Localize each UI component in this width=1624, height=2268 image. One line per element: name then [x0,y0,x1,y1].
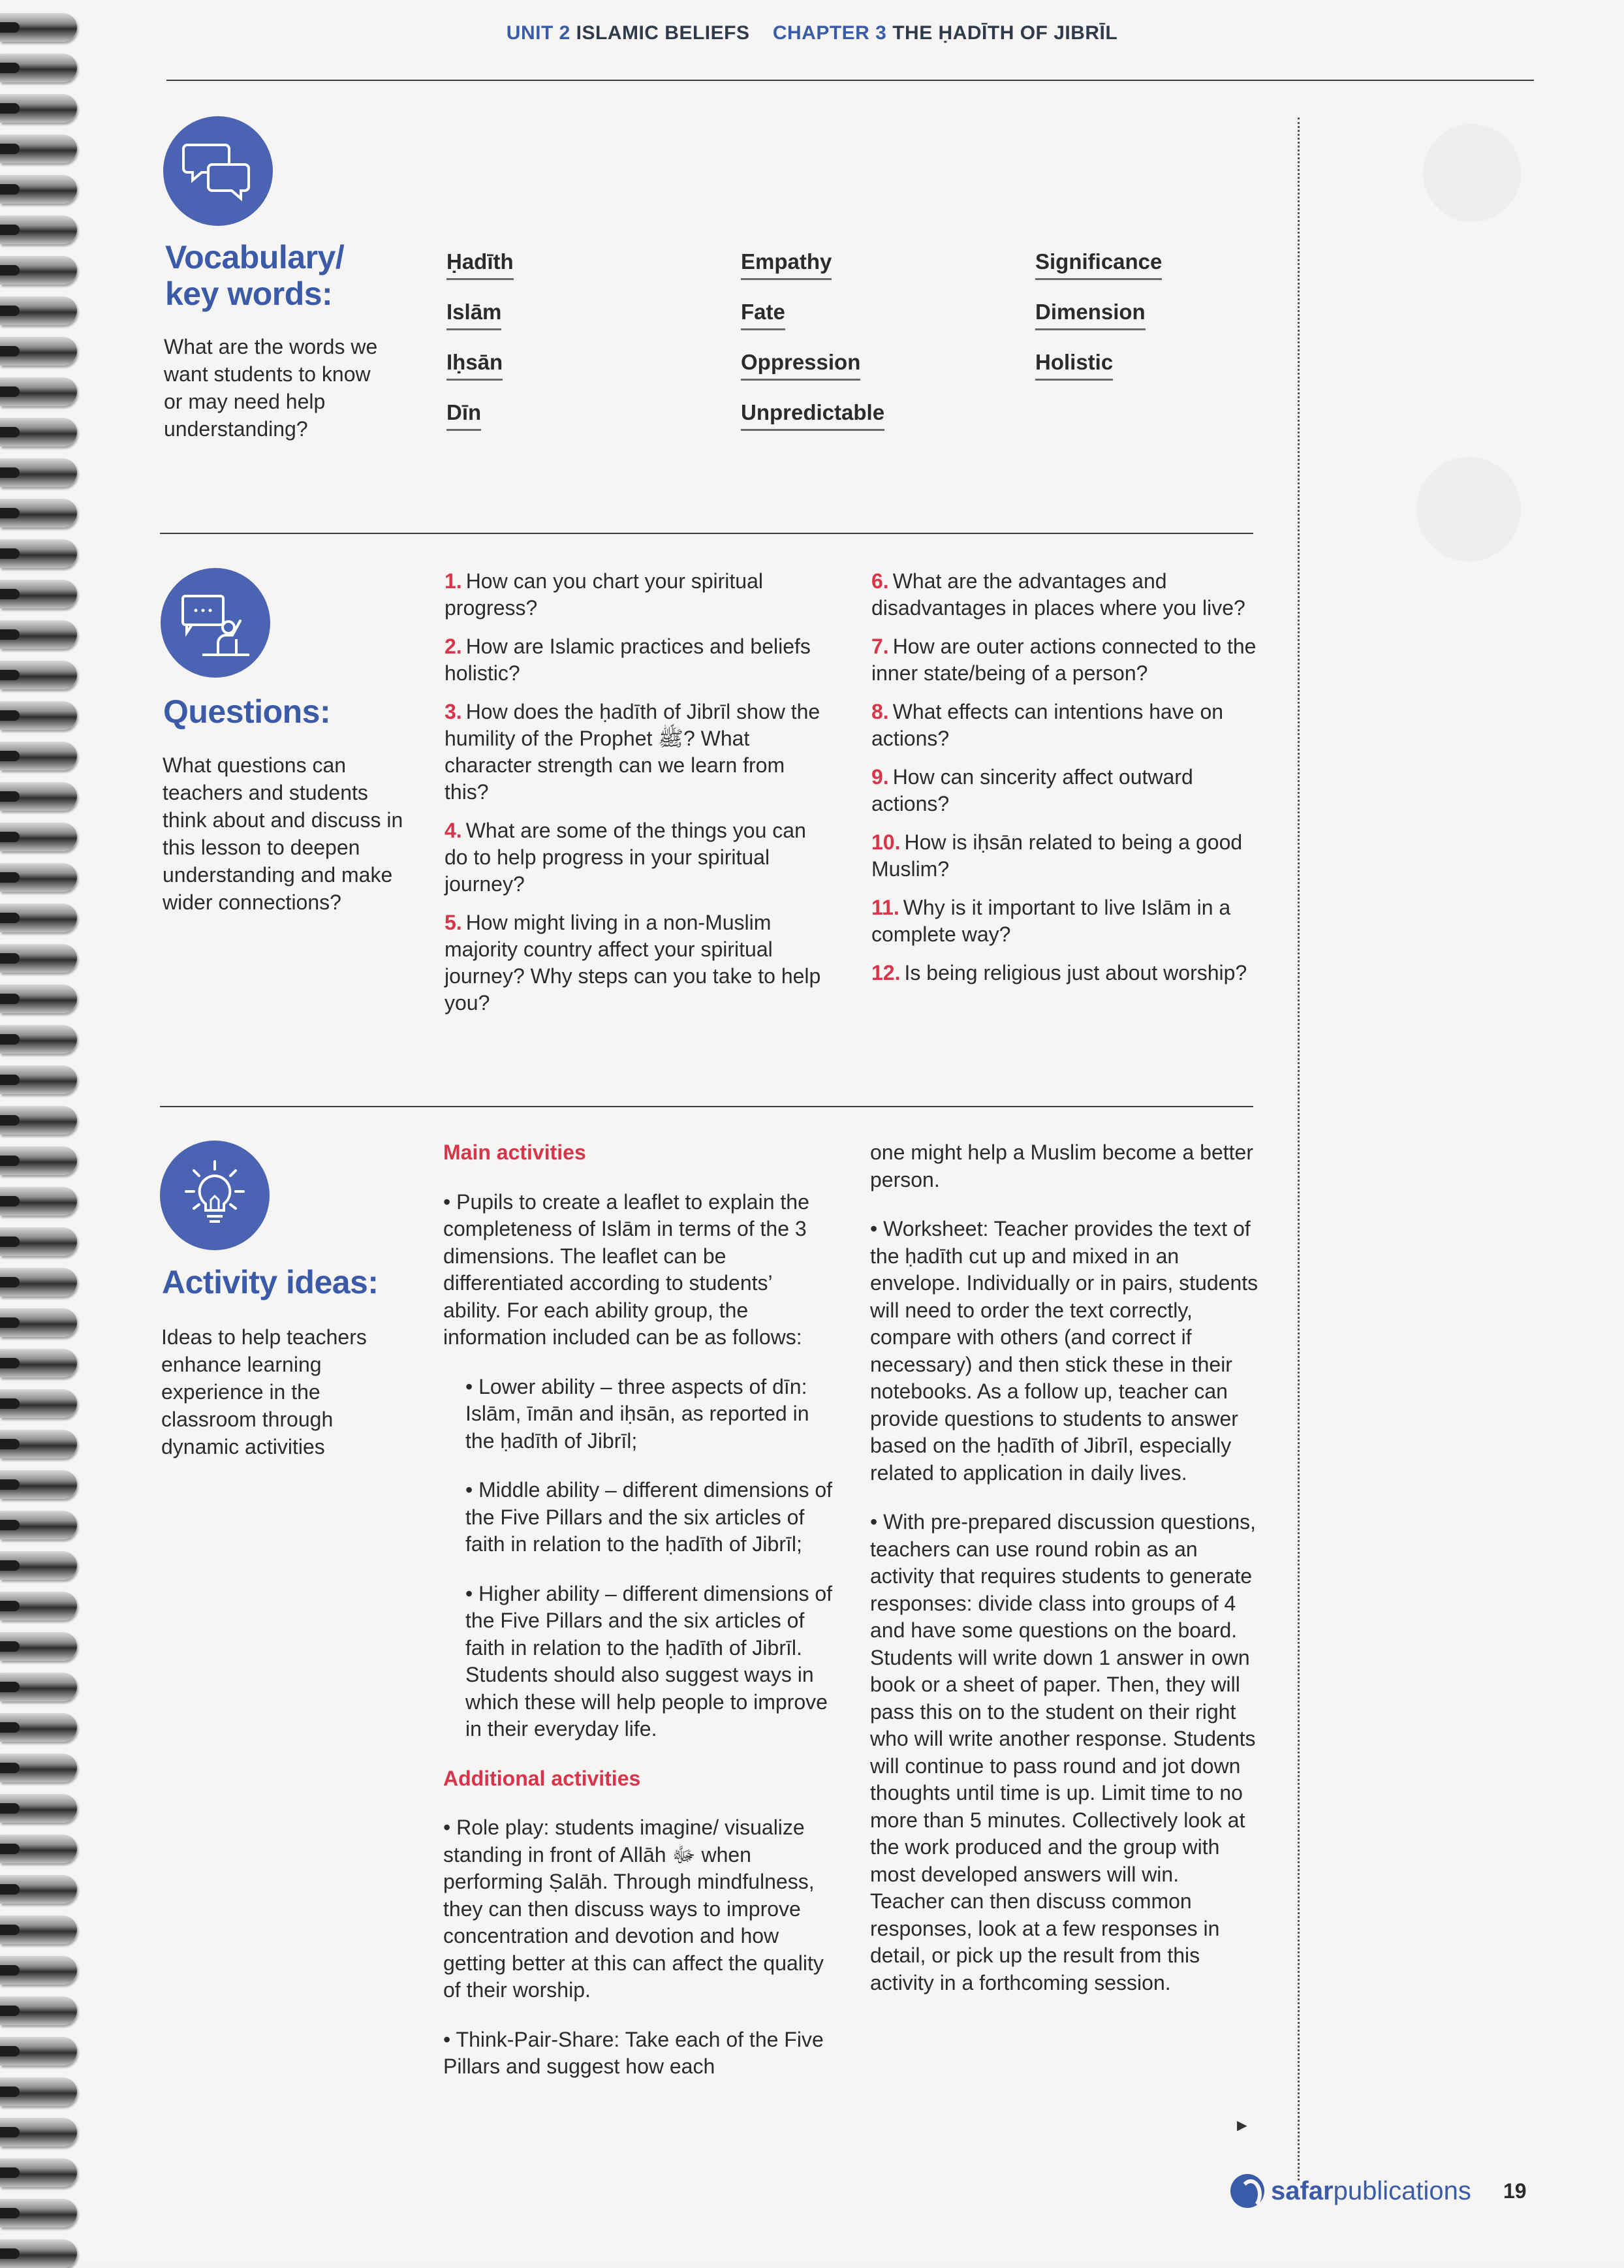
vocab-word: Ḥadīth [446,249,514,280]
spiral-coil [0,1713,77,1742]
vocab-word: Fate [741,300,785,330]
spiral-coil [0,1025,77,1054]
spiral-binding [0,0,78,2263]
spiral-coil [0,1389,77,1418]
spiral-coil [0,1673,77,1701]
spiral-coil [0,1754,77,1782]
question-item: 10. How is iḥsān related to being a good Muslim? [871,830,1243,881]
spiral-coil [0,984,77,1013]
ability-level-item: • Middle ability – different dimensions of the Five Pillars and the six articles of faith in relation to the ḥadīth of Jibrīl; [465,1478,833,1556]
show-through-mark [1423,124,1521,222]
header-divider [166,80,1534,81]
speech-bubbles-icon [182,138,254,204]
spiral-coil [0,1227,77,1256]
spiral-coil [0,904,77,932]
vocab-word: Unpredictable [741,400,884,431]
main-activity-leaflet: • Pupils to create a leaflet to explain the completeness of Islām in terms of the 3 dimensions. The leaflet can be differentiated according to students’ ability. For each ability group, the information included can be as follows: [443,1189,809,1349]
spiral-coil [0,499,77,528]
activities-icon-badge [160,1141,270,1250]
spiral-coil [0,944,77,973]
main-activities-heading: Main activities [443,1141,586,1164]
section-divider [160,1106,1253,1107]
activities-description: Ideas to help teachers enhance learning experience in the classroom through dynamic activities [161,1325,367,1458]
chapter-label: CHAPTER 3 [772,22,887,44]
chapter-title: THE ḤADĪTH OF JIBRĪL [892,22,1118,44]
spiral-coil [0,337,77,366]
spiral-coil [0,1794,77,1823]
question-item: 5. How might living in a non-Muslim majority country affect your spiritual journey? Why steps can you take to help you? [445,911,821,1015]
spiral-coil [0,863,77,892]
lightbulb-icon [176,1156,254,1235]
vocab-word: Dimension [1035,300,1146,330]
ability-level-item: • Lower ability – three aspects of dīn: Islām, īmān and iḥsān, as reported in the ḥadīth of Jibrīl; [465,1374,809,1453]
activity-round-robin: • With pre-prepared discussion questions, teachers can use round robin as an activity that requires students to generate responses: divide class into groups of 4 and have some questions on the board. Students will write down 1 answer in own book or a sheet of paper. Then, they will pass this on to the student on their right who will write another response. Students will continue to pass round and jot down thoughts until time is up. Limit time to no more than 5 minutes. Collectively look at the work produced and the group with most developed answers will win. Teacher can then discuss common responses, look at a few responses in detail, or pick up the result from this activity in a forthcoming session. [870,1510,1257,1994]
spiral-coil [0,54,77,82]
ability-level-item: • Higher ability – different dimensions of the Five Pillars and the six articles of faith in relation to the ḥadīth of Jibrīl. Students should also suggest ways in which these will help people to improve in their everyday life. [465,1581,833,1740]
section-divider [160,533,1253,534]
question-item: 11. Why is it important to live Islām in a complete way? [871,896,1231,946]
spiral-coil [0,742,77,770]
spiral-coil [0,661,77,689]
spiral-coil [0,1915,77,1944]
question-item: 8. What effects can intentions have on actions? [871,700,1224,750]
questions-icon-badge [161,568,270,678]
spiral-coil [0,1996,77,2025]
question-item: 3. How does the ḥadīth of Jibrīl show the humility of the Prophet ﷺ? What character strength can we learn from this? [445,700,820,804]
presenter-icon [176,587,255,659]
spiral-coil [0,1632,77,1661]
spiral-coil [0,256,77,285]
spiral-coil [0,1470,77,1499]
activities-column-left [443,1139,835,2103]
page-number: 19 [1503,2179,1527,2203]
spiral-coil [0,2118,77,2147]
question-item: 1. How can you chart your spiritual progress? [445,569,763,620]
spiral-coil [0,134,77,163]
activity-worksheet: • Worksheet: Teacher provides the text of the ḥadīth cut up and mixed in an envelope. Individually or in pairs, students will need to order the text correctly, compare with others (and correct if necessary) and then stick these in their notebooks. As a follow up, teacher can provide questions to students to answer based on the ḥadīth of Jibrīl, especially related to application in daily lives. [870,1217,1258,1485]
spiral-coil [0,377,77,406]
unit-label: UNIT 2 [506,22,570,44]
questions-column-right [871,568,1257,998]
activity-role-play: • Role play: students imagine/ visualize standing in front of Allāh ﷻ when performing Ṣalāh. Through mindfulness, they can then discuss ways to improve concentration and devotion and how getting better at this can affect the quality of their worship. [443,1816,824,2002]
question-item: 7. How are outer actions connected to the inner state/being of a person? [871,635,1257,685]
margin-dotted-line [1298,118,1300,2181]
vocab-column-3 [1035,249,1162,400]
question-item: 4. What are some of the things you can do to help progress in your spiritual journey? [445,819,806,896]
spiral-coil [0,1146,77,1175]
spiral-coil [0,1551,77,1580]
activities-column-right [870,1139,1258,2019]
safar-logo-icon [1230,2174,1264,2208]
vocabulary-title: Vocabulary/ key words: [165,239,345,312]
activities-title: Activity ideas: [162,1264,379,1300]
spiral-coil [0,1349,77,1378]
show-through-mark [1416,457,1521,561]
spiral-coil [0,1956,77,1985]
question-item: 6. What are the advantages and disadvantages in places where you live? [871,569,1245,620]
vocab-word: Empathy [741,249,832,280]
questions-description: What questions can teachers and students think about and discuss in this lesson to deepen understanding and make wider connections? [163,753,403,914]
spiral-coil [0,1187,77,1216]
question-item: 12. Is being religious just about worship? [871,961,1247,984]
spiral-coil [0,458,77,487]
spiral-coil [0,94,77,123]
vocab-word: Iḥsān [446,350,503,381]
spiral-coil [0,2158,77,2187]
spiral-coil [0,175,77,204]
spiral-coil [0,1308,77,1337]
spiral-coil [0,620,77,649]
spiral-coil [0,1268,77,1297]
spiral-coil [0,1065,77,1094]
spiral-coil [0,1875,77,1904]
spiral-coil [0,1835,77,1863]
vocab-column-2 [741,249,884,450]
spiral-coil [0,418,77,447]
spiral-coil [0,1430,77,1458]
questions-column-left [445,568,823,1028]
vocab-word: Significance [1035,249,1162,280]
spiral-coil [0,701,77,730]
spiral-coil [0,782,77,811]
spiral-coil [0,2239,77,2268]
vocabulary-icon-badge [163,116,273,226]
vocab-word: Islām [446,300,501,330]
publisher-logo [1230,2174,1471,2208]
running-header [0,22,1624,44]
unit-title: ISLAMIC BELIEFS [576,22,750,44]
spiral-coil [0,2199,77,2228]
activity-think-pair-share: • Think-Pair-Share: Take each of the Five Pillars and suggest how each [443,2027,824,2078]
vocabulary-description: What are the words we want students to know or may need help understanding? [164,335,378,441]
spiral-coil [0,1592,77,1620]
logo-text-rest: publications [1333,2176,1471,2205]
spiral-coil [0,2037,77,2066]
spiral-coil [0,539,77,568]
continue-arrow-icon: ► [1234,2115,1251,2135]
spiral-coil [0,580,77,608]
spiral-coil [0,823,77,851]
question-item: 2. How are Islamic practices and beliefs holistic? [445,635,811,685]
questions-title: Questions: [163,693,331,730]
question-item: 9. How can sincerity affect outward actions? [871,765,1193,815]
spiral-coil [0,2077,77,2106]
spiral-coil [0,1106,77,1135]
activity-continuation: one might help a Muslim become a better person. [870,1141,1253,1191]
additional-activities-heading: Additional activities [443,1766,641,1790]
logo-text-bold: safar [1271,2176,1334,2205]
vocab-word: Dīn [446,400,481,431]
spiral-coil [0,1511,77,1539]
vocab-word: Oppression [741,350,860,381]
vocab-column-1 [446,249,514,450]
vocab-word: Holistic [1035,350,1113,381]
spiral-coil [0,215,77,244]
spiral-coil [0,296,77,325]
